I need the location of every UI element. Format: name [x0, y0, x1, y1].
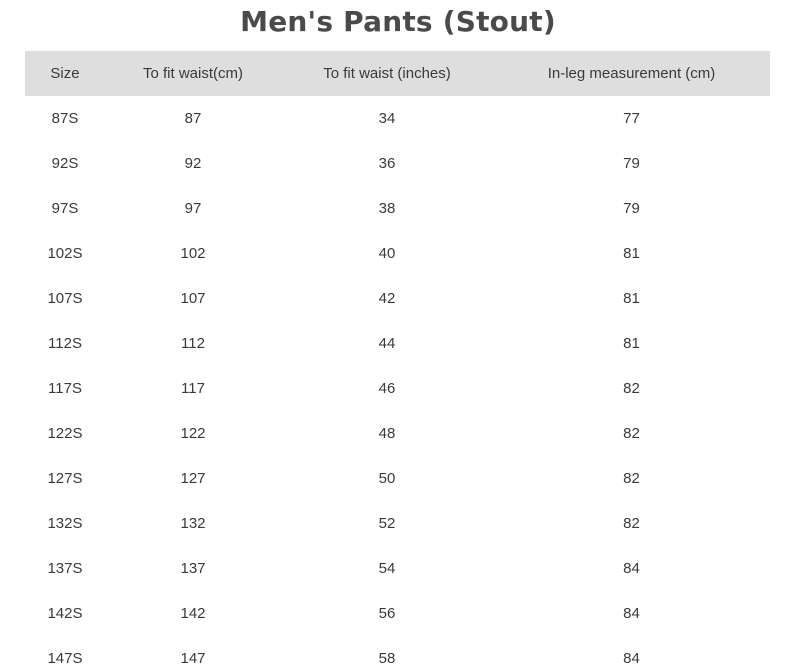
cell-inleg-cm: 81	[623, 290, 640, 307]
cell-size: 102S	[47, 245, 83, 262]
cell-waist-cm: 97	[184, 200, 202, 217]
table-row	[25, 96, 770, 141]
cell-waist-cm: 132	[180, 515, 206, 532]
cell-waist-inches: 58	[378, 650, 396, 667]
header-size: Size	[25, 51, 105, 96]
table-row	[25, 411, 770, 456]
cell-waist-cm: 112	[181, 335, 205, 352]
table-row	[25, 186, 770, 231]
table-header-row	[25, 51, 770, 96]
cell-inleg-cm: 82	[623, 470, 640, 487]
cell-size: 112S	[48, 335, 82, 352]
cell-size: 117S	[48, 380, 82, 397]
table-row	[25, 141, 770, 186]
cell-inleg-cm: 77	[623, 110, 640, 127]
cell-waist-inches: 38	[378, 200, 396, 217]
cell-size: 87S	[51, 110, 79, 127]
cell-waist-inches: 34	[378, 110, 396, 127]
table-row	[25, 321, 770, 366]
cell-waist-cm: 127	[180, 470, 206, 487]
table-body	[25, 96, 770, 672]
cell-inleg-cm: 82	[623, 380, 640, 397]
table-row	[25, 366, 770, 411]
cell-inleg-cm: 81	[623, 245, 640, 262]
table-row	[25, 276, 770, 321]
cell-waist-inches: 50	[378, 470, 396, 487]
cell-inleg-cm: 82	[623, 425, 640, 442]
header-waist-inches: To fit waist (inches)	[281, 51, 493, 96]
cell-waist-cm: 117	[181, 380, 205, 397]
cell-inleg-cm: 84	[623, 650, 640, 667]
cell-inleg-cm: 82	[623, 515, 640, 532]
table-row	[25, 546, 770, 591]
cell-size: 147S	[47, 650, 83, 667]
cell-inleg-cm: 79	[623, 200, 640, 217]
header-waist-cm: To fit waist(cm)	[105, 51, 281, 96]
cell-inleg-cm: 81	[623, 335, 640, 352]
size-chart-table	[25, 51, 770, 672]
cell-waist-cm: 122	[180, 425, 206, 442]
cell-waist-inches: 56	[378, 605, 396, 622]
cell-inleg-cm: 84	[623, 560, 640, 577]
header-inleg-cm: In-leg measurement (cm)	[493, 51, 770, 96]
table-row	[25, 636, 770, 672]
cell-inleg-cm: 84	[623, 605, 640, 622]
cell-waist-cm: 102	[180, 245, 206, 262]
cell-waist-inches: 44	[378, 335, 396, 352]
cell-size: 132S	[47, 515, 83, 532]
page-title: Men's Pants (Stout)	[240, 5, 556, 38]
cell-waist-cm: 92	[184, 155, 202, 172]
cell-size: 137S	[47, 560, 83, 577]
cell-waist-inches: 54	[378, 560, 396, 577]
cell-size: 97S	[51, 200, 79, 217]
cell-size: 127S	[47, 470, 83, 487]
cell-size: 92S	[51, 155, 79, 172]
table-row	[25, 501, 770, 546]
cell-inleg-cm: 79	[623, 155, 640, 172]
cell-waist-inches: 40	[378, 245, 396, 262]
cell-waist-cm: 87	[184, 110, 202, 127]
cell-waist-inches: 46	[378, 380, 396, 397]
table-row	[25, 231, 770, 276]
cell-waist-inches: 52	[378, 515, 396, 532]
cell-waist-inches: 48	[378, 425, 396, 442]
cell-waist-inches: 36	[378, 155, 396, 172]
table-row	[25, 591, 770, 636]
cell-waist-cm: 147	[180, 650, 206, 667]
cell-waist-cm: 142	[180, 605, 206, 622]
table-row	[25, 456, 770, 501]
cell-size: 107S	[47, 290, 83, 307]
cell-waist-cm: 137	[180, 560, 206, 577]
cell-size: 142S	[47, 605, 83, 622]
cell-waist-inches: 42	[378, 290, 396, 307]
cell-size: 122S	[47, 425, 83, 442]
cell-waist-cm: 107	[180, 290, 206, 307]
